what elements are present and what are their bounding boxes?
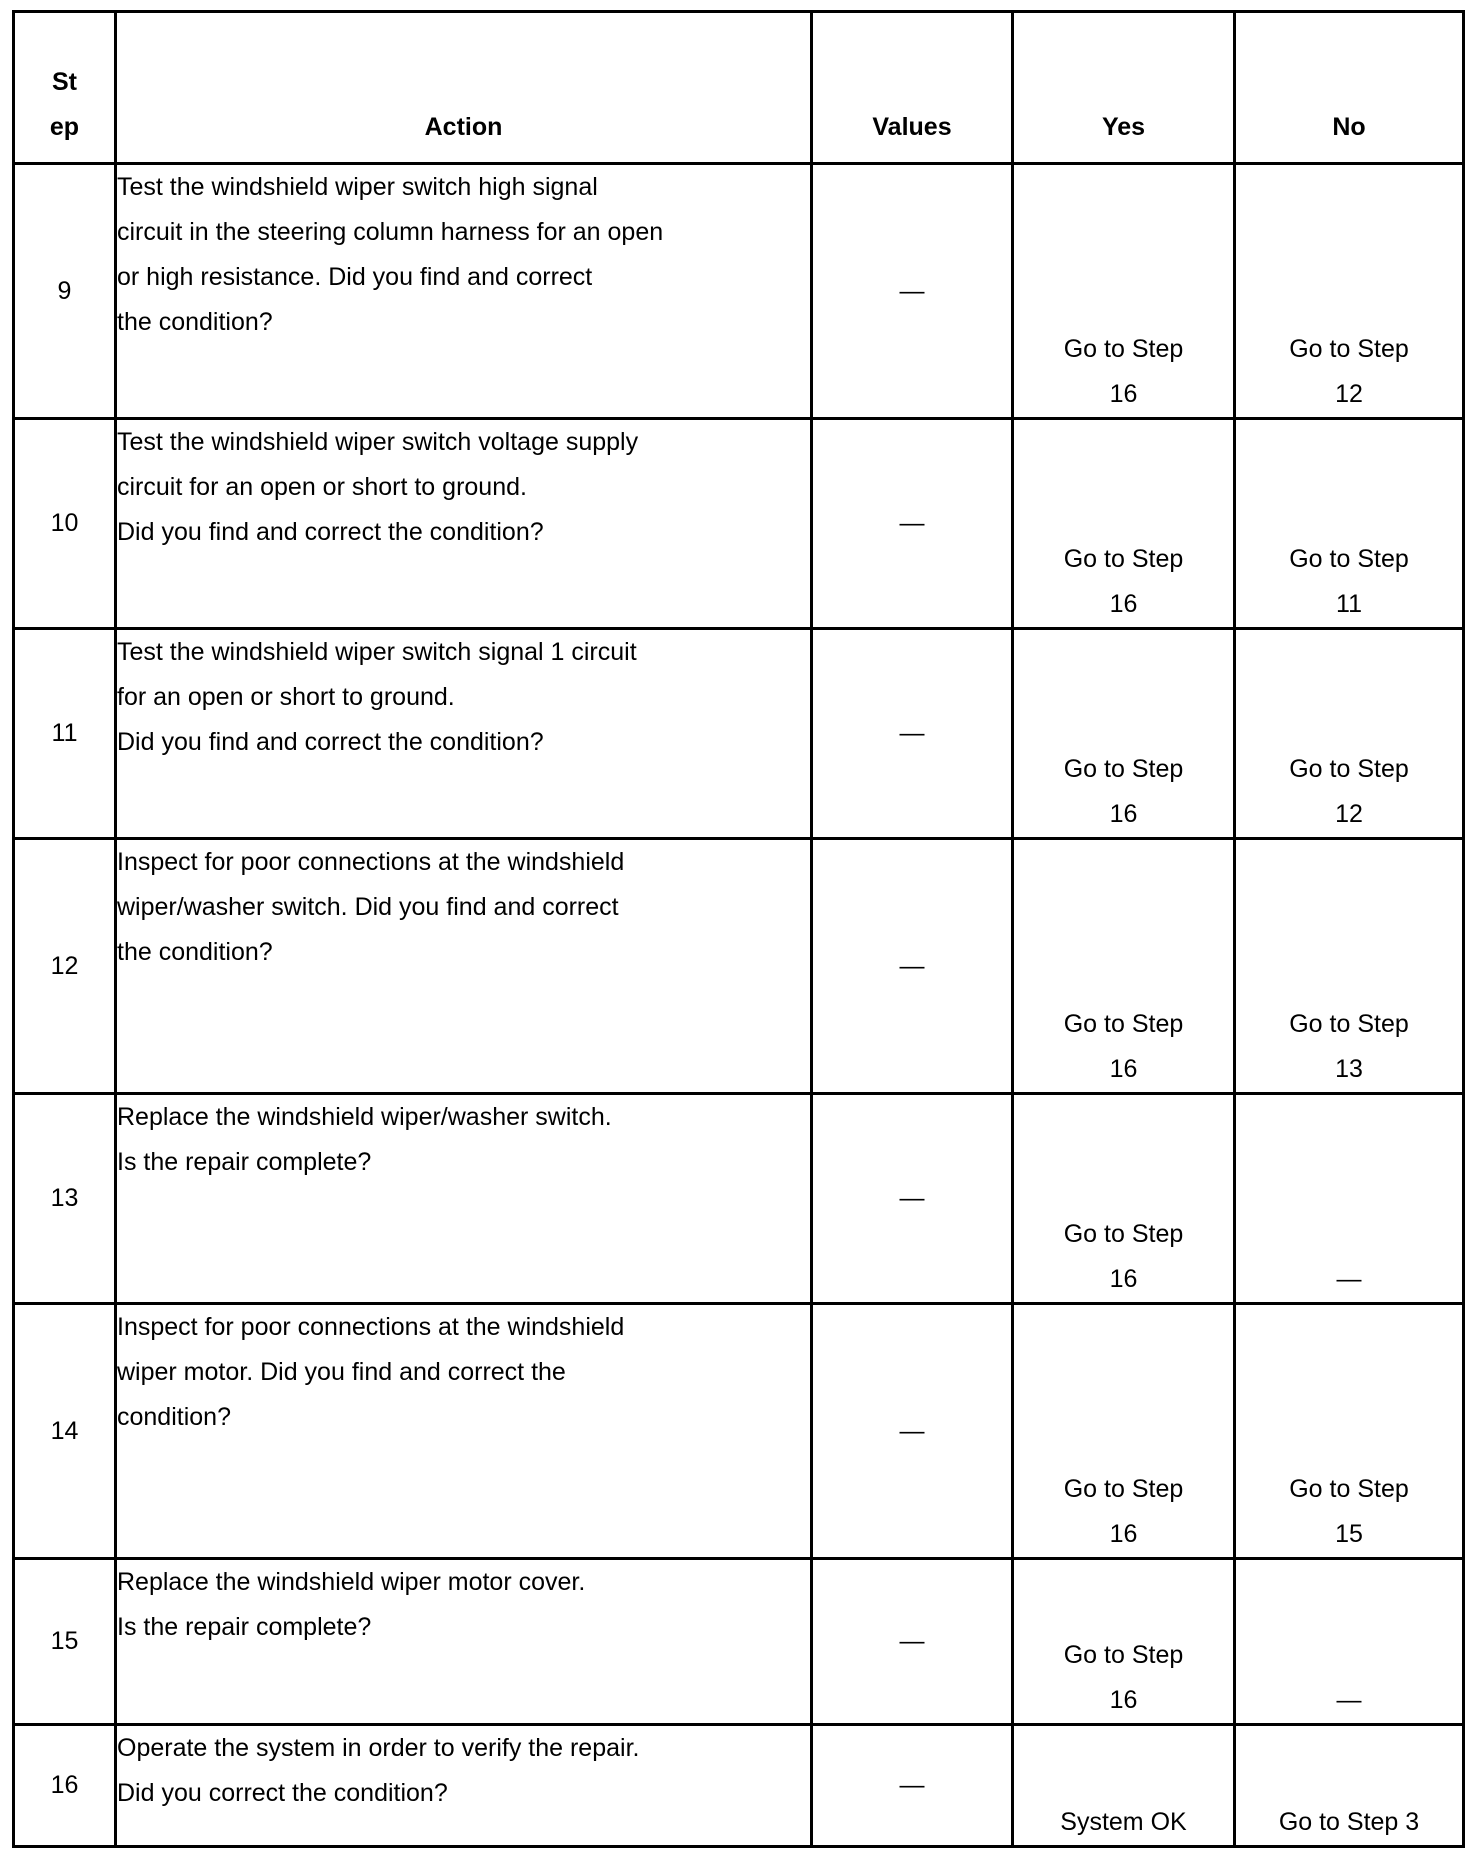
table-row (14, 629, 1464, 839)
yes-cell (1013, 1559, 1235, 1725)
no-line: Go to Step (1289, 755, 1409, 783)
yes-line: 16 (1109, 1265, 1138, 1293)
yes-cell (1013, 629, 1235, 839)
no-cell (1235, 164, 1464, 419)
action-text (116, 1559, 812, 1725)
yes-line: System OK (1060, 1808, 1187, 1836)
header-values: Values (812, 12, 1013, 164)
table-row (14, 164, 1464, 419)
table-row (14, 1304, 1464, 1559)
no-line: 13 (1335, 1055, 1363, 1083)
values-cell: — (812, 1725, 1013, 1847)
step-number: 9 (14, 164, 116, 419)
no-cell (1235, 1304, 1464, 1559)
yes-line: Go to Step (1063, 335, 1184, 363)
step-number: 10 (14, 419, 116, 629)
action-line: Test the windshield wiper switch voltage supply (117, 428, 639, 456)
yes-cell (1013, 1094, 1235, 1304)
values-cell: — (812, 839, 1013, 1094)
action-line: Did you correct the condition? (117, 1779, 448, 1807)
values-cell: — (812, 629, 1013, 839)
step-number: 11 (14, 629, 116, 839)
action-line: wiper/washer switch. Did you find and correct (117, 893, 619, 921)
no-cell (1235, 839, 1464, 1094)
no-cell (1235, 1094, 1464, 1304)
action-line: or high resistance. Did you find and correct (117, 263, 593, 291)
action-line: Replace the windshield wiper/washer switch. (117, 1103, 612, 1131)
action-line: Operate the system in order to verify the repair. (117, 1734, 640, 1762)
yes-line: Go to Step (1063, 1475, 1184, 1503)
table-row (14, 839, 1464, 1094)
no-line: — (1336, 1686, 1362, 1714)
yes-cell (1013, 164, 1235, 419)
no-line: Go to Step (1289, 545, 1409, 573)
yes-line: 16 (1109, 1520, 1138, 1548)
no-cell (1235, 1725, 1464, 1847)
yes-line: 16 (1109, 380, 1138, 408)
action-line: Test the windshield wiper switch signal 1 circuit (117, 638, 637, 666)
yes-cell (1013, 1304, 1235, 1559)
action-line: Test the windshield wiper switch high signal (117, 173, 598, 201)
step-number: 13 (14, 1094, 116, 1304)
no-line: 12 (1335, 380, 1363, 408)
no-cell (1235, 1559, 1464, 1725)
action-text (116, 1725, 812, 1847)
no-line: 15 (1335, 1520, 1363, 1548)
header-step-line2: ep (49, 113, 80, 141)
yes-line: 16 (1109, 590, 1138, 618)
header-action: Action (116, 12, 812, 164)
action-line: the condition? (117, 308, 273, 336)
action-line: circuit for an open or short to ground. (117, 473, 527, 501)
table-row (14, 1725, 1464, 1847)
yes-line: 16 (1109, 1055, 1138, 1083)
no-line: Go to Step 3 (1278, 1808, 1420, 1836)
step-number: 14 (14, 1304, 116, 1559)
yes-cell (1013, 1725, 1235, 1847)
action-line: Did you find and correct the condition? (117, 518, 544, 546)
no-cell (1235, 419, 1464, 629)
action-text (116, 629, 812, 839)
no-line: 12 (1335, 800, 1363, 828)
yes-line: Go to Step (1063, 755, 1184, 783)
no-line: Go to Step (1289, 1010, 1409, 1038)
action-line: Inspect for poor connections at the windshield (117, 848, 625, 876)
values-cell: — (812, 1559, 1013, 1725)
step-number: 16 (14, 1725, 116, 1847)
no-line: Go to Step (1289, 1475, 1409, 1503)
header-step-line1: St (52, 68, 77, 96)
table-row (14, 1559, 1464, 1725)
action-line: Replace the windshield wiper motor cover. (117, 1568, 586, 1596)
values-cell: — (812, 419, 1013, 629)
action-line: Did you find and correct the condition? (117, 728, 544, 756)
table-row (14, 419, 1464, 629)
no-cell (1235, 629, 1464, 839)
no-line: 11 (1336, 590, 1362, 618)
header-step (14, 12, 116, 164)
step-number: 12 (14, 839, 116, 1094)
action-text (116, 164, 812, 419)
action-text (116, 1304, 812, 1559)
table-row (14, 1094, 1464, 1304)
action-text (116, 839, 812, 1094)
yes-cell (1013, 839, 1235, 1094)
action-line: Is the repair complete? (117, 1148, 372, 1176)
action-line: the condition? (117, 938, 273, 966)
action-line: circuit in the steering column harness for an open (117, 218, 664, 246)
yes-cell (1013, 419, 1235, 629)
no-line: Go to Step (1289, 335, 1409, 363)
header-no: No (1235, 12, 1464, 164)
action-line: Inspect for poor connections at the windshield (117, 1313, 625, 1341)
yes-line: Go to Step (1063, 1220, 1184, 1248)
yes-line: 16 (1109, 1686, 1138, 1714)
header-row (14, 12, 1464, 164)
diagnostic-table (12, 10, 1465, 1848)
values-cell: — (812, 1304, 1013, 1559)
yes-line: Go to Step (1063, 1010, 1184, 1038)
yes-line: Go to Step (1063, 545, 1184, 573)
yes-line: 16 (1109, 800, 1138, 828)
values-cell: — (812, 1094, 1013, 1304)
action-line: Is the repair complete? (117, 1613, 372, 1641)
header-yes: Yes (1013, 12, 1235, 164)
yes-line: Go to Step (1063, 1641, 1184, 1669)
action-line: wiper motor. Did you find and correct the (117, 1358, 566, 1386)
step-number: 15 (14, 1559, 116, 1725)
no-line: — (1336, 1265, 1362, 1293)
action-text (116, 1094, 812, 1304)
action-line: for an open or short to ground. (117, 683, 455, 711)
values-cell: — (812, 164, 1013, 419)
action-text (116, 419, 812, 629)
action-line: condition? (117, 1403, 231, 1431)
